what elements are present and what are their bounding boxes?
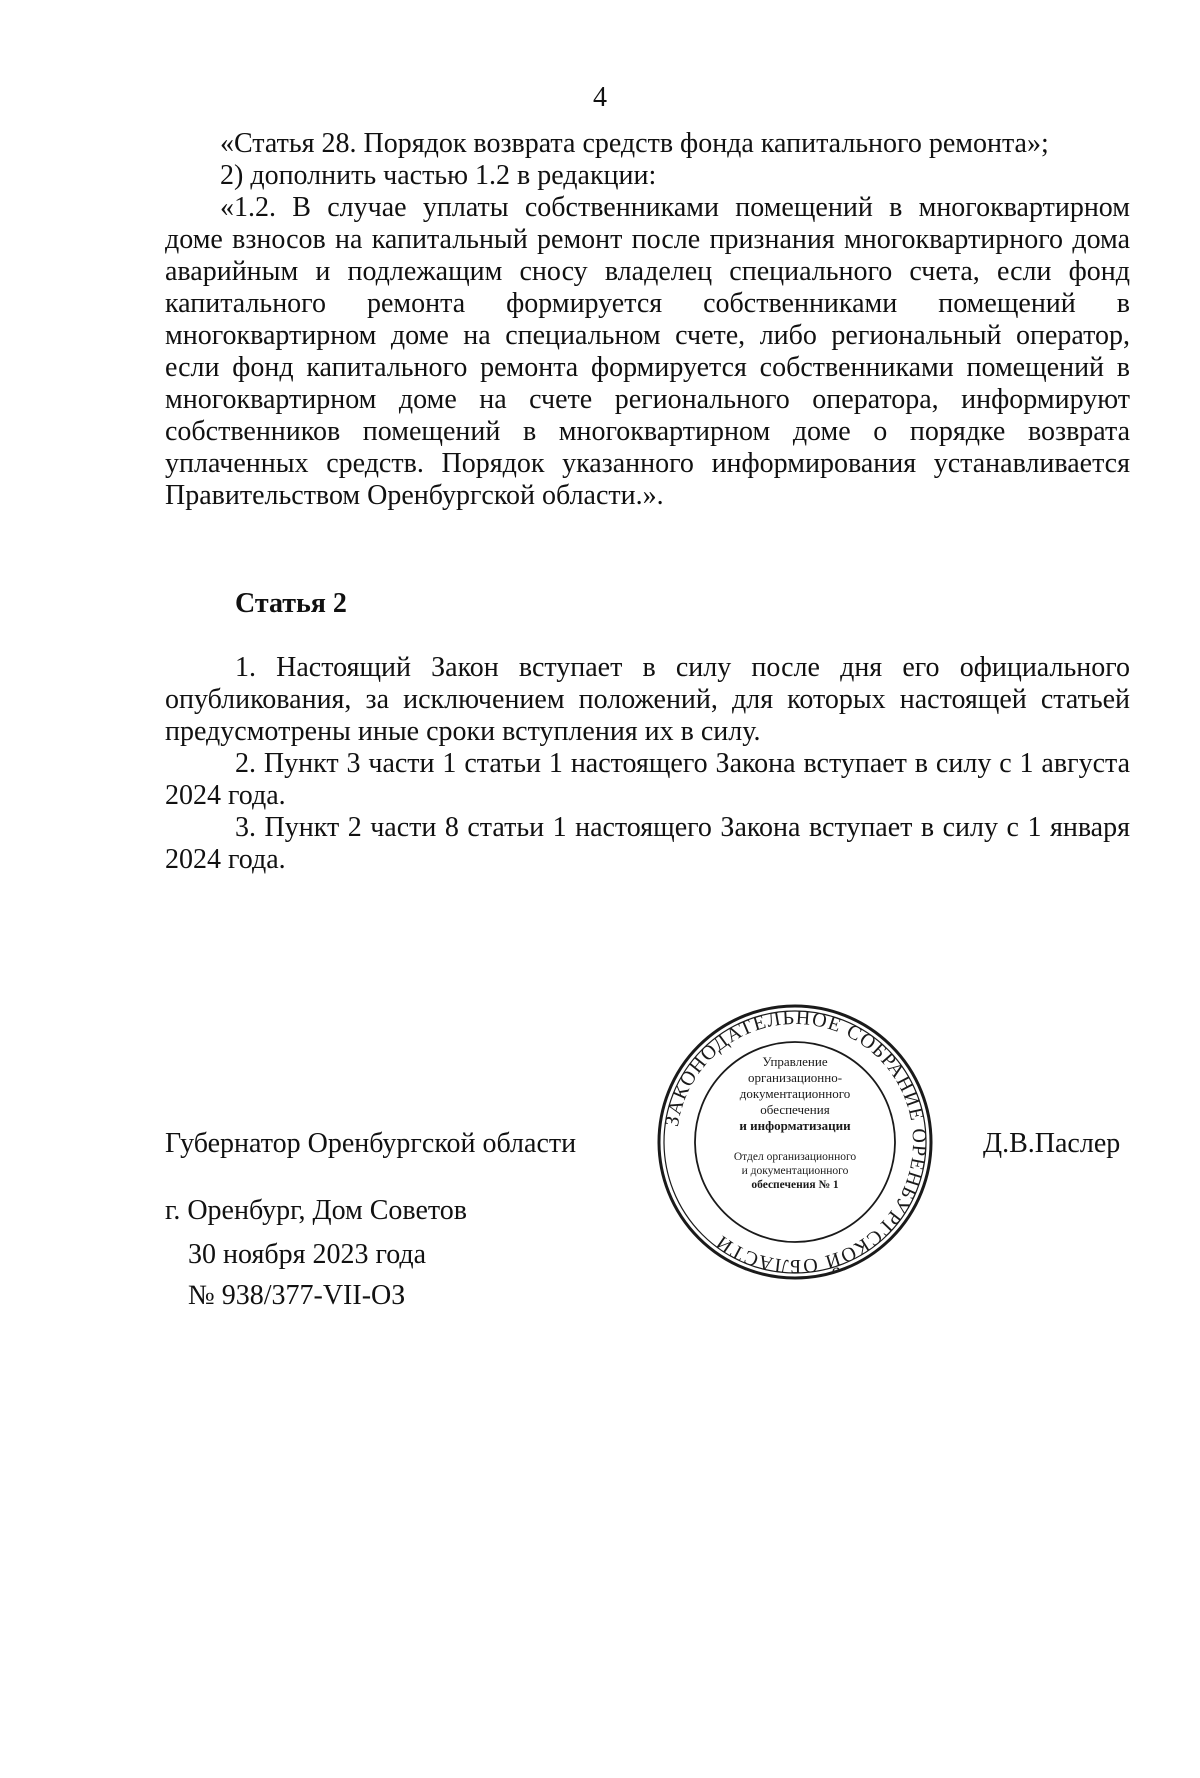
seal-ring-text: ЗАКОНОДАТЕЛЬНОЕ СОБРАНИЕ ОРЕНБУРГСКОЙ ОБЛАСТИ <box>661 1006 931 1278</box>
article-line: опубликования, за исключением положений, для которых настоящей статьей <box>165 684 1130 715</box>
article-line: 1. Настоящий Закон вступает в силу после дня его официального <box>235 652 1130 683</box>
amendment-line: аварийным и подлежащим сносу владелец специального счета, если фонд <box>165 256 1130 287</box>
amendment-line: Правительством Оренбургской области.». <box>165 480 664 511</box>
seal-inner-line: документационного <box>739 1086 851 1101</box>
article-line: 2024 года. <box>165 844 286 875</box>
law-number: № 938/377-VII-ОЗ <box>188 1280 406 1311</box>
amendment-line: 2) дополнить частью 1.2 в редакции: <box>220 160 657 191</box>
seal-inner-line: Управление <box>762 1054 828 1069</box>
seal-inner-line: обеспечения <box>760 1102 830 1117</box>
seal-inner-line: и информатизации <box>739 1118 851 1133</box>
article-line: предусмотрены иные сроки вступления их в силу. <box>165 716 761 747</box>
amendment-line: если фонд капитального ремонта формируется собственниками помещений в <box>165 352 1130 383</box>
official-seal <box>655 1002 935 1282</box>
page-number: 4 <box>593 82 607 113</box>
amendment-line: доме взносов на капитальный ремонт после признания многоквартирного дома <box>165 224 1130 255</box>
seal-dept-line: и документационного <box>741 1165 849 1177</box>
amendment-line: капитального ремонта формируется собственниками помещений в <box>165 288 1130 319</box>
seal-dept-line: Отдел организационного <box>733 1151 857 1163</box>
signing-place: г. Оренбург, Дом Советов <box>165 1195 467 1226</box>
amendment-line: «1.2. В случае уплаты собственниками помещений в многоквартирном <box>220 192 1130 223</box>
seal-inner-line: организационно- <box>747 1070 843 1085</box>
article-line: 2. Пункт 3 части 1 статьи 1 настоящего Закона вступает в силу с 1 августа <box>235 748 1130 779</box>
seal-dept-line: обеспечения № 1 <box>751 1179 839 1191</box>
article-heading: Статья 2 <box>235 588 347 619</box>
article-line: 2024 года. <box>165 780 286 811</box>
amendment-line: «Статья 28. Порядок возврата средств фонда капитального ремонта»; <box>220 128 1049 159</box>
signing-date: 30 ноября 2023 года <box>188 1239 427 1270</box>
amendment-line: собственников помещений в многоквартирном доме о порядке возврата <box>165 416 1130 447</box>
amendment-line: многоквартирном доме на счете регионального оператора, информируют <box>165 384 1130 415</box>
article-line: 3. Пункт 2 части 8 статьи 1 настоящего Закона вступает в силу с 1 января <box>235 812 1130 843</box>
amendment-line: уплаченных средств. Порядок указанного информирования устанавливается <box>165 448 1130 479</box>
amendment-line: многоквартирном доме на специальном счете, либо региональный оператор, <box>165 320 1130 351</box>
signatory-position: Губернатор Оренбургской области <box>165 1128 577 1159</box>
signatory-name: Д.В.Паслер <box>983 1128 1121 1159</box>
